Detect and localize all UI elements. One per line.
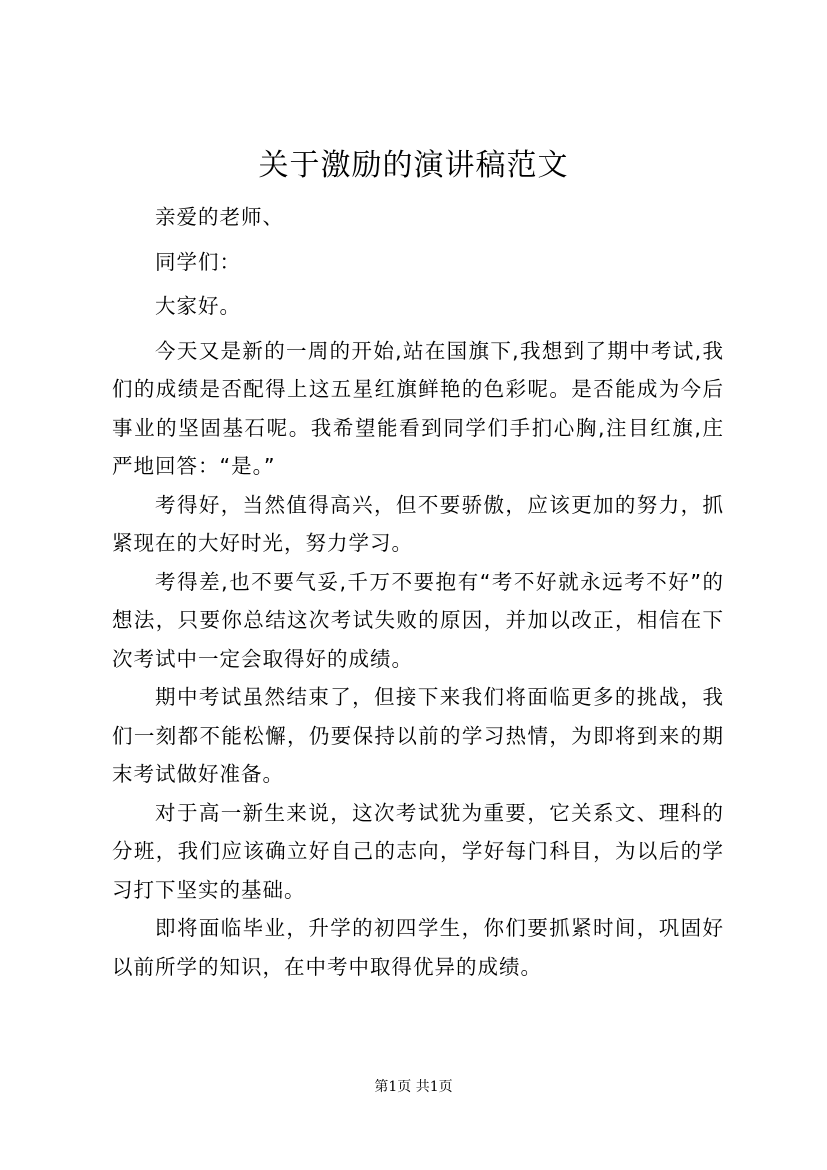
paragraph: 即将面临毕业，升学的初四学生，你们要抓紧时间，巩固好以前所学的知识，在中考中取得优异的成绩。 xyxy=(112,916,724,979)
page-number-footer: 第1页 共1页 xyxy=(374,1079,453,1095)
paragraph: 考得好，当然值得高兴，但不要骄傲，应该更加的努力，抓紧现在的大好时光，努力学习。 xyxy=(112,492,724,555)
document-title: 关于激励的演讲稿范文 xyxy=(258,148,569,183)
paragraph-greeting: 大家好。 xyxy=(155,294,242,318)
paragraph: 今天又是新的一周的开始,站在国旗下,我想到了期中考试,我们的成绩是否配得上这五星红旗鲜艳的色彩呢。是否能成为今后事业的坚固基石呢。我希望能看到同学们手扪心胸,注目红旗,庄严地回答：“是。” xyxy=(112,338,724,478)
paragraph: 对于高一新生来说，这次考试犹为重要，它关系文、理科的分班，我们应该确立好自己的志向，学好每门科目，为以后的学习打下坚实的基础。 xyxy=(112,800,724,902)
paragraph: 考得差,也不要气妥,千万不要抱有“考不好就永远考不好”的想法，只要你总结这次考试失败的原因，并加以改正，相信在下次考试中一定会取得好的成绩。 xyxy=(112,569,724,671)
paragraph-salutation-students: 同学们： xyxy=(155,249,242,274)
paragraph: 期中考试虽然结束了，但接下来我们将面临更多的挑战，我们一刻都不能松懈，仍要保持以前的学习热情，为即将到来的期末考试做好准备。 xyxy=(112,685,724,786)
document-body xyxy=(112,198,724,986)
paragraph-salutation-teachers: 亲爱的老师、 xyxy=(155,205,285,229)
